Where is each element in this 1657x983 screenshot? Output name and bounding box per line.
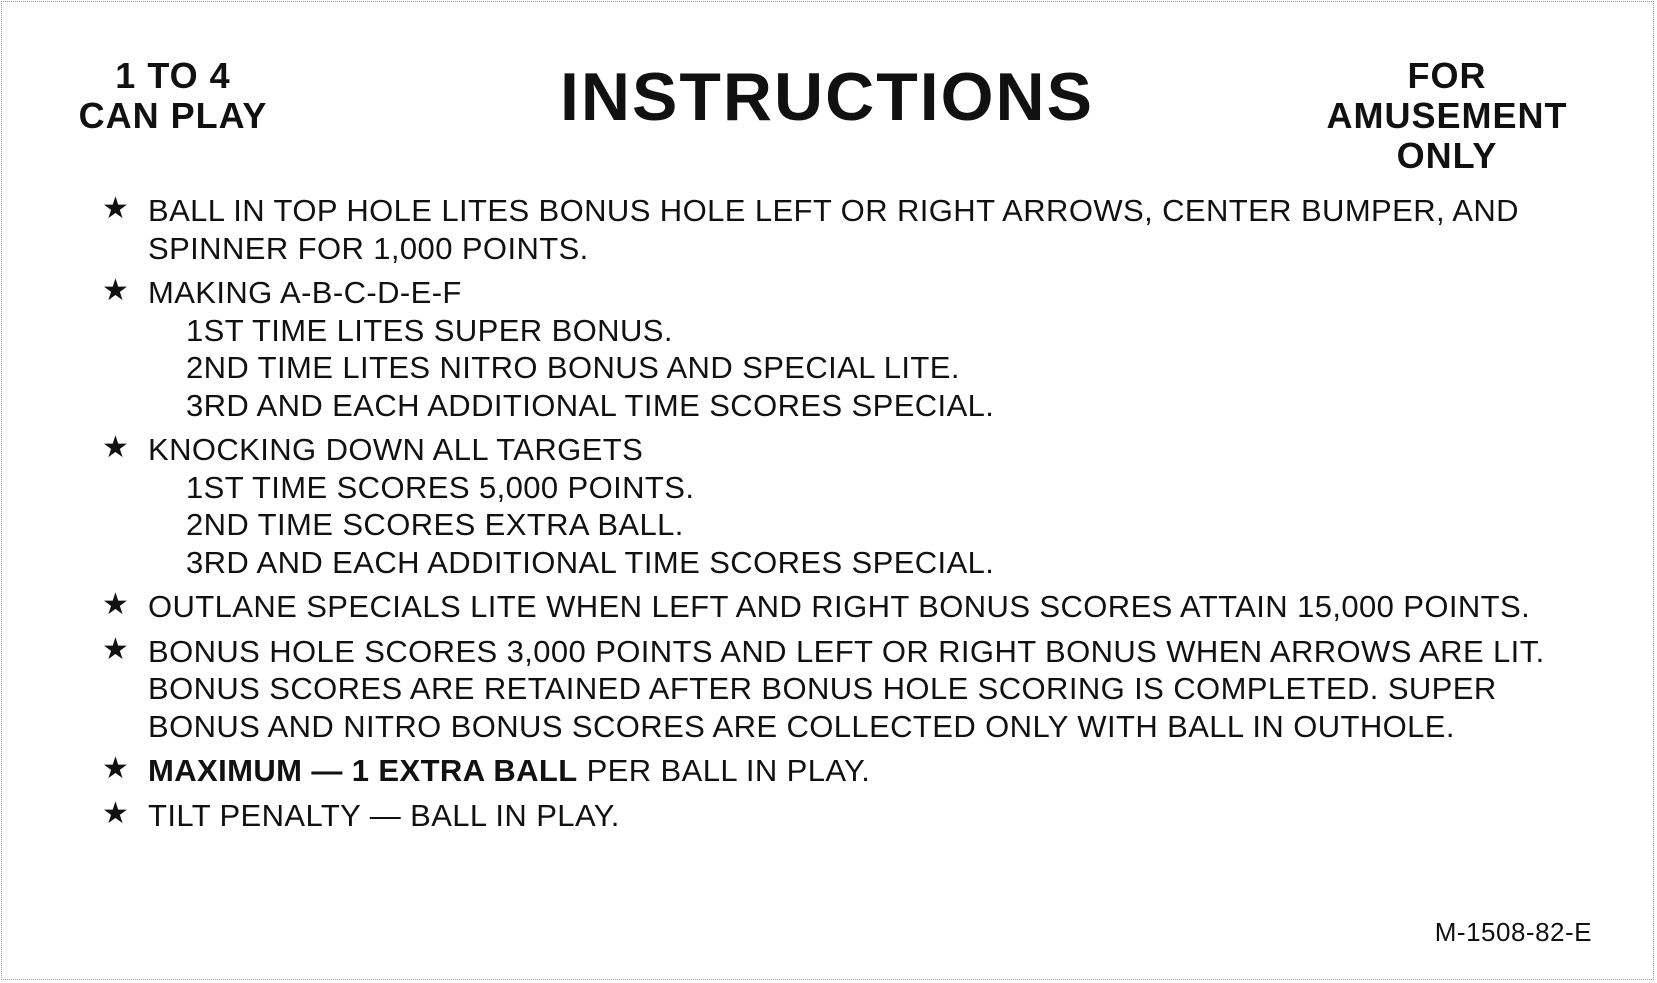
rule-text: BONUS HOLE SCORES 3,000 POINTS AND LEFT OR RIGHT BONUS WHEN ARROWS ARE LIT. BONUS SCORES ARE RETAINED AFTER BONUS HOLE SCORING IS COMPLETED. SUPER BONUS AND NITRO BONUS SCORES ARE COLLECTED ONLY WITH BALL IN OUTHOLE.: [148, 633, 1545, 744]
rule-item: [102, 797, 1592, 835]
star-icon: ★: [102, 430, 130, 465]
instruction-card: [1, 1, 1654, 980]
rule-subline: 2ND TIME SCORES EXTRA BALL.: [186, 507, 684, 542]
rule-subline: 3RD AND EACH ADDITIONAL TIME SCORES SPECIAL.: [186, 387, 995, 423]
card-title: INSTRUCTIONS: [560, 59, 1094, 135]
rule-text: OUTLANE SPECIALS LITE WHEN LEFT AND RIGHT BONUS SCORES ATTAIN 15,000 POINTS.: [148, 589, 1531, 624]
rule-text: TILT PENALTY — BALL IN PLAY.: [148, 797, 620, 833]
amusement-line-1: FOR: [1407, 55, 1487, 96]
rule-subline: 3RD AND EACH ADDITIONAL TIME SCORES SPECIAL.: [186, 544, 995, 580]
amusement-line-3: ONLY: [1396, 135, 1498, 176]
rule-item: [102, 588, 1592, 626]
rule-subline: 1ST TIME SCORES 5,000 POINTS.: [186, 469, 695, 505]
player-count-line-1: 1 TO 4: [115, 55, 231, 96]
star-icon: ★: [102, 587, 130, 622]
rule-item: [102, 274, 1592, 424]
rule-item: [102, 752, 1592, 790]
rule-text: MAKING A-B-C-D-E-F: [148, 275, 462, 310]
star-icon: ★: [102, 795, 130, 831]
amusement-notice: [1312, 56, 1582, 176]
player-count: [68, 56, 278, 136]
rules-list: [102, 192, 1592, 841]
star-icon: ★: [102, 273, 130, 308]
rule-text: PER BALL IN PLAY.: [577, 753, 871, 788]
rule-subline: 1ST TIME LITES SUPER BONUS.: [186, 312, 673, 348]
star-icon: ★: [102, 191, 130, 226]
rule-subline: 2ND TIME LITES NITRO BONUS AND SPECIAL LITE.: [186, 350, 960, 385]
rule-item: [102, 431, 1592, 581]
rule-text: BALL IN TOP HOLE LITES BONUS HOLE LEFT OR RIGHT ARROWS, CENTER BUMPER, AND SPINNER FOR 1,000 POINTS.: [148, 193, 1519, 266]
player-count-line-2: CAN PLAY: [78, 95, 268, 136]
rule-item: [102, 633, 1592, 746]
star-icon: ★: [102, 631, 130, 667]
card-code: M-1508-82-E: [1434, 917, 1592, 947]
rule-text: KNOCKING DOWN ALL TARGETS: [148, 432, 644, 467]
rule-bold-text: MAXIMUM — 1 EXTRA BALL: [148, 753, 578, 788]
amusement-line-2: AMUSEMENT: [1326, 95, 1568, 136]
star-icon: ★: [102, 751, 130, 786]
rule-item: [102, 192, 1592, 267]
